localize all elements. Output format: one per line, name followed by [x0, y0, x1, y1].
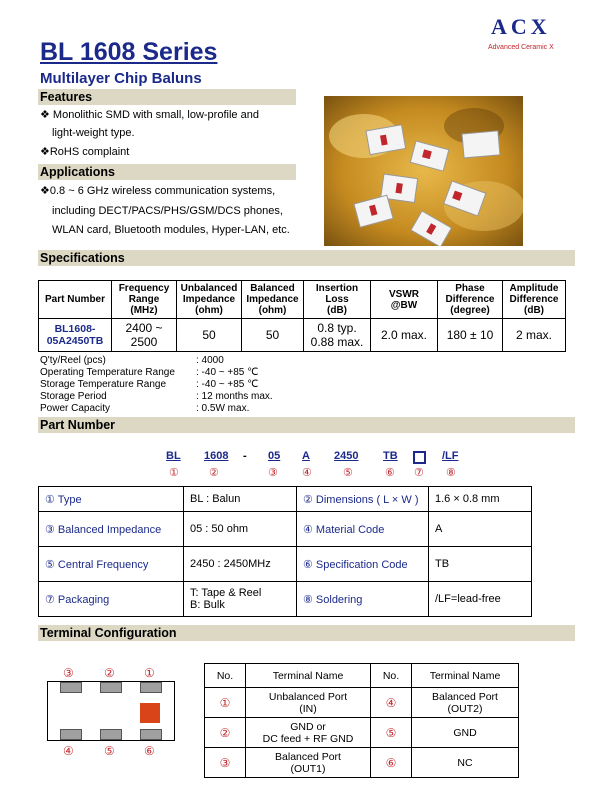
terminal-no: ③ [205, 748, 246, 778]
spec-cell-amplitude: 2 max. [503, 319, 566, 352]
code-row [39, 582, 532, 617]
code-num-6: ⑥ [385, 467, 395, 479]
section-specifications: Specifications [38, 250, 575, 266]
application-line-2: including DECT/PACS/PHS/GSM/DCS phones, [52, 205, 283, 217]
diagram-label-5: ⑤ [104, 744, 115, 758]
property-item: Power Capacity : 0.5W max. [40, 403, 250, 414]
section-features: Features [38, 89, 296, 105]
spec-cell-insertion-loss: 0.8 typ. 0.88 max. [304, 319, 371, 352]
feature-line-2: light-weight type. [52, 127, 135, 139]
spec-cell-frequency: 2400 ~ 2500 [112, 319, 177, 352]
pad-3 [60, 682, 82, 693]
diagram-label-6: ⑥ [144, 744, 155, 758]
application-line-1: ❖0.8 ~ 6 GHz wireless communication systems, [40, 185, 276, 197]
code-spec: TB [383, 450, 398, 462]
spec-header-unbalanced: Unbalanced Impedance (ohm) [177, 281, 242, 319]
code-label: ① Type [39, 487, 184, 512]
property-item: Operating Temperature Range : -40 ~ +85 ℃ [40, 367, 259, 378]
code-value: BL : Balun [184, 487, 297, 512]
terminal-header-row [205, 664, 519, 688]
orientation-mark [140, 703, 160, 723]
property-item: Storage Temperature Range : -40 ~ +85 ℃ [40, 379, 259, 390]
spec-cell-part-number: BL1608- 05A2450TB [39, 319, 112, 352]
code-label: ⑧ Soldering [297, 582, 429, 617]
code-value: TB [429, 547, 532, 582]
section-terminal: Terminal Configuration [38, 625, 575, 641]
code-num-8: ⑧ [446, 467, 456, 479]
pad-1 [140, 682, 162, 693]
code-bl: BL [166, 450, 181, 462]
code-value: T: Tape & Reel B: Bulk [184, 582, 297, 617]
feature-line-1: ❖ Monolithic SMD with small, low-profile and [40, 109, 259, 121]
diagram-label-1: ① [144, 666, 155, 680]
page-title: BL 1608 Series [40, 38, 218, 66]
properties-list [40, 355, 273, 415]
code-value: /LF=lead-free [429, 582, 532, 617]
terminal-name: Balanced Port (OUT1) [246, 748, 371, 778]
terminal-header-name: Terminal Name [412, 664, 519, 688]
logo-subtitle: Advanced Ceramic X [488, 44, 554, 51]
code-num-5: ⑤ [343, 467, 353, 479]
spec-cell-balanced: 50 [242, 319, 304, 352]
code-num-1: ① [169, 467, 179, 479]
product-photo [324, 96, 523, 246]
terminal-row [205, 688, 519, 718]
code-row [39, 512, 532, 547]
code-material: A [302, 450, 310, 462]
code-value: A [429, 512, 532, 547]
code-value: 2450 : 2450MHz [184, 547, 297, 582]
code-value: 05 : 50 ohm [184, 512, 297, 547]
spec-header-insertion-loss: Insertion Loss (dB) [304, 281, 371, 319]
terminal-row [205, 748, 519, 778]
code-num-7: ⑦ [414, 467, 424, 479]
pad-5 [100, 729, 122, 740]
code-dimension: 1608 [204, 450, 229, 462]
terminal-name: Balanced Port (OUT2) [412, 688, 519, 718]
spec-table [38, 280, 566, 352]
code-lf: /LF [442, 450, 459, 462]
spec-cell-vswr: 2.0 max. [371, 319, 438, 352]
code-dash: - [243, 450, 247, 462]
terminal-table [204, 663, 519, 778]
terminal-name: GND or DC feed + RF GND [246, 718, 371, 748]
terminal-header-no: No. [205, 664, 246, 688]
spec-cell-phase: 180 ± 10 [438, 319, 503, 352]
logo: ACX [491, 14, 551, 39]
terminal-header-name: Terminal Name [246, 664, 371, 688]
terminal-diagram [47, 681, 175, 741]
chip-3 [462, 131, 500, 158]
code-packaging-box [413, 451, 426, 464]
terminal-header-no: No. [371, 664, 412, 688]
terminal-name: Unbalanced Port (IN) [246, 688, 371, 718]
code-label: ③ Balanced Impedance [39, 512, 184, 547]
page-subtitle: Multilayer Chip Baluns [40, 70, 202, 87]
pad-6 [140, 729, 162, 740]
property-item: Q'ty/Reel (pcs) : 4000 [40, 355, 224, 366]
section-part-number: Part Number [38, 417, 575, 433]
code-num-3: ③ [268, 467, 278, 479]
code-label: ② Dimensions ( L × W ) [297, 487, 429, 512]
code-label: ⑤ Central Frequency [39, 547, 184, 582]
code-table [38, 486, 532, 617]
diagram-label-2: ② [104, 666, 115, 680]
code-num-4: ④ [302, 467, 312, 479]
spec-header-phase: Phase Difference (degree) [438, 281, 503, 319]
code-frequency: 2450 [334, 450, 359, 462]
code-impedance: 05 [268, 450, 281, 462]
terminal-no: ⑥ [371, 748, 412, 778]
code-label: ④ Material Code [297, 512, 429, 547]
section-applications: Applications [38, 164, 296, 180]
spec-header-frequency: Frequency Range (MHz) [112, 281, 177, 319]
spec-header-vswr: VSWR @BW [371, 281, 438, 319]
spec-header-amplitude: Amplitude Difference (dB) [503, 281, 566, 319]
terminal-no: ④ [371, 688, 412, 718]
terminal-name: GND [412, 718, 519, 748]
pad-4 [60, 729, 82, 740]
terminal-row [205, 718, 519, 748]
spec-header-balanced: Balanced Impedance (ohm) [242, 281, 304, 319]
spec-row [39, 319, 566, 352]
application-line-3: WLAN card, Bluetooth modules, Hyper-LAN, etc. [52, 224, 290, 236]
pad-2 [100, 682, 122, 693]
terminal-name: NC [412, 748, 519, 778]
code-label: ⑥ Specification Code [297, 547, 429, 582]
feature-line-3: ❖RoHS complaint [40, 146, 130, 158]
code-value: 1.6 × 0.8 mm [429, 487, 532, 512]
code-label: ⑦ Packaging [39, 582, 184, 617]
diagram-label-3: ③ [63, 666, 74, 680]
property-item: Storage Period : 12 months max. [40, 391, 273, 402]
spec-header-part-number: Part Number [39, 281, 112, 319]
spec-header-row [39, 281, 566, 319]
terminal-no: ⑤ [371, 718, 412, 748]
terminal-no: ① [205, 688, 246, 718]
code-row [39, 547, 532, 582]
code-row [39, 487, 532, 512]
spec-cell-unbalanced: 50 [177, 319, 242, 352]
terminal-no: ② [205, 718, 246, 748]
code-num-2: ② [209, 467, 219, 479]
diagram-label-4: ④ [63, 744, 74, 758]
